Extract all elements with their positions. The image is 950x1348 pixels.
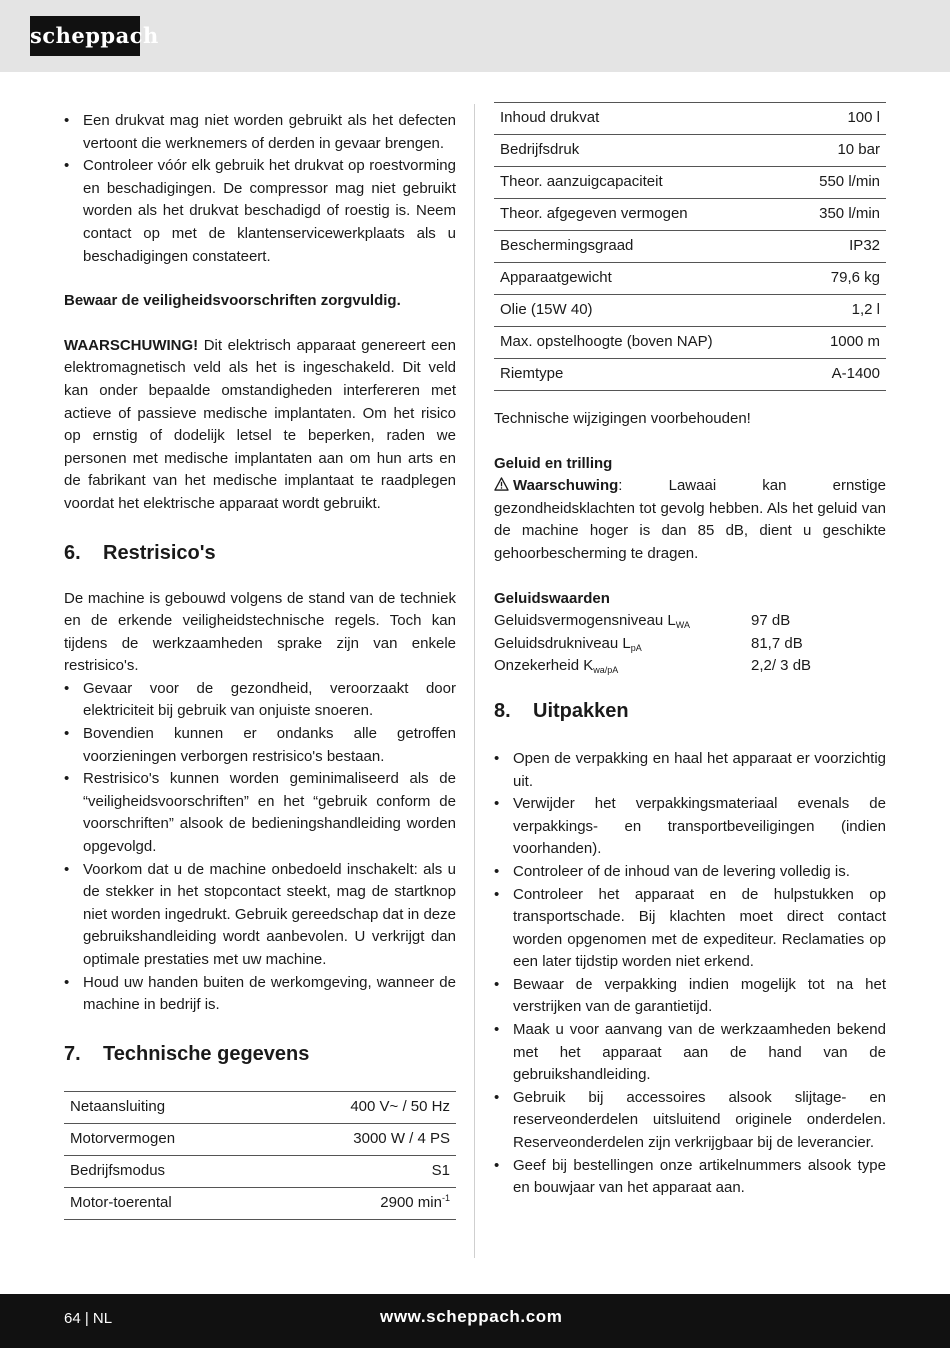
list-item: • Controleer of de inhoud van de levering volledig is. [494, 861, 886, 884]
section-number: 8. [494, 699, 511, 722]
table-row: Motorvermogen 3000 W / 4 PS [64, 1123, 456, 1155]
list-item: • Bovendien kunnen er ondanks alle getroffen voorzieningen verborgen restrisico's bestaan. [64, 723, 456, 768]
warning-triangle-icon [494, 477, 509, 491]
table-row: Inhoud drukvat 100 l [494, 103, 886, 135]
page-footer [0, 1294, 950, 1348]
list-item: • Gebruik bij accessoires alsook slijtage- en reserveonderdelen uitsluitend originele onderdelen. Reserveonderdelen zijn verkrijgbaar bij de leverancier. [494, 1087, 886, 1155]
scheppach-logo: scheppach [30, 16, 140, 56]
sound-value-row: Onzekerheid $K_{wa/pA}$ 2,2/ 3 dB [494, 657, 812, 676]
table-row: Max. opstelhoogte (boven NAP) 1000 m [494, 327, 886, 359]
tech-data-table-left [64, 1091, 456, 1220]
list-item: • Geef bij bestellingen onze artikelnummers alsook type en bouwjaar van het apparaat aan. [494, 1155, 886, 1200]
section-6-intro: De machine is gebouwd volgens de stand van de techniek en de erkende veiligheidstechnische regels. Toch kan tijdens de werkzaamheden sprake zijn van enkele restrisico's. [64, 589, 456, 675]
sound-value-row: Geluidsvermogensniveau $L_{WA}$ 97 dB [494, 612, 791, 631]
table-row: Theor. aanzuigcapaciteit 550 l/min [494, 167, 886, 199]
sound-value-row: Geluidsdrukniveau $L_{pA}$ 81,7 dB [494, 634, 803, 653]
list-item: • Een drukvat mag niet worden gebruikt als het defecten vertoont die werknemers of derden in gevaar brengen. [64, 110, 456, 155]
list-item: • Verwijder het verpakkingsmateriaal evenals de verpakkings- en transportbeveiligingen (indien voorhanden). [494, 793, 886, 861]
table-row: Bedrijfsmodus S1 [64, 1155, 456, 1187]
section-title: Restrisico's [103, 541, 216, 564]
website-url: www.scheppach.com [380, 1307, 563, 1326]
noise-warning [494, 475, 886, 565]
warning-text: Dit elektrisch apparaat genereert een elektromagnetisch veld als het is ingeschakeld. Dit veld kan onder bepaalde omstandigheden interfereren met actieve of passieve medische implantaten. Om het risico op ernstig of dodelijk letsel te beperken, raden we personen met medische implantaten aan om hun arts en de fabrikant van het medische implantaat te raadplegen voordat het elektrische apparaat wordt gebruikt. [64, 336, 456, 512]
list-item: • Restrisico's kunnen worden geminimaliseerd als de “veiligheidsvoorschriften” en het “gebruik conform de voorschriften” alsook de bedieningshandleiding worden opgevolgd. [64, 768, 456, 858]
list-item: • Voorkom dat u de machine onbedoeld inschakelt: als u de stekker in het stopcontact steekt, mag de startknop niet worden ingedrukt. Gebruik gereedschap dat in deze gebruikshandleiding wordt aanbevolen. U verkrijgt dan optimale prestaties met uw machine. [64, 859, 456, 972]
list-item: • Maak u voor aanvang van de werkzaamheden bekend met het apparaat aan de hand van de gebruikshandleiding. [494, 1019, 886, 1087]
list-item: • Open de verpakking en haal het apparaat er voorzichtig uit. [494, 748, 886, 793]
table-row: Riemtype A-1400 [494, 359, 886, 391]
section-7-heading [64, 1041, 456, 1067]
table-row: Theor. afgegeven vermogen 350 l/min [494, 199, 886, 231]
section-8-heading [494, 698, 886, 724]
section-number: 6. [64, 541, 81, 564]
table-row: Motor-toerental 2900 $\min^{-1}$ [64, 1187, 456, 1219]
table-row: Netaansluiting 400 V~ / 50 Hz [64, 1091, 456, 1123]
unpacking-list [494, 748, 886, 1200]
warning-label: WAARSCHUWING! [64, 336, 199, 354]
page-number: 64 | NL [64, 1310, 113, 1327]
table-row: Apparaatgewicht 79,6 kg [494, 263, 886, 295]
list-item: • Controleer vóór elk gebruik het drukvat op roestvorming en beschadigingen. De compressor mag niet gebruikt worden als het drukvat beschadigd of roestig is. Neem contact op met de klantenservicewerkplaats als u beschadigingen constateert. [64, 155, 456, 268]
list-item: • Houd uw handen buiten de werkomgeving, wanneer de machine in bedrijf is. [64, 972, 456, 1017]
list-item: • Bewaar de verpakking indien mogelijk tot na het verstrijken van de garantietijd. [494, 974, 886, 1019]
noise-vibration-title: Geluid en trilling [494, 454, 613, 472]
left-column [64, 110, 456, 1220]
warning-label: Waarschuwing [513, 477, 619, 495]
sound-values-title: Geluidswaarden [494, 589, 610, 607]
emf-warning [64, 335, 456, 516]
table-row: Bedrijfsdruk 10 bar [494, 135, 886, 167]
table-row: Olie (15W 40) 1,2 l [494, 295, 886, 327]
right-column [494, 102, 886, 1200]
section-number: 7. [64, 1042, 81, 1065]
column-divider [474, 104, 475, 1258]
keep-instructions-note: Bewaar de veiligheidsvoorschriften zorgvuldig. [64, 292, 401, 310]
section-6-heading [64, 540, 456, 566]
tech-data-table-right [494, 102, 886, 391]
section-title: Technische gegevens [103, 1042, 310, 1065]
residual-risks-list [64, 678, 456, 1017]
table-row: Beschermingsgraad IP32 [494, 231, 886, 263]
list-item: • Controleer het apparaat en de hulpstukken op transportschade. Bij klachten moet direct contact worden opgenomen met de expediteur. Reclamaties op een later tijdstip worden niet erkend. [494, 884, 886, 974]
warning-text: : Lawaai kan ernstige gezondheidsklachten tot gevolg hebben. Als het geluid van de machine hoger is dan 85 dB, dient u geschikte gehoorbescherming te dragen. [494, 477, 886, 562]
pressure-vessel-list [64, 110, 456, 268]
section-title: Uitpakken [533, 699, 629, 722]
list-item: • Gevaar voor de gezondheid, veroorzaakt door elektriciteit bij gebruik van onjuiste snoeren. [64, 678, 456, 723]
page-header [0, 0, 950, 72]
tech-changes-note: Technische wijzigingen voorbehouden! [494, 410, 751, 427]
